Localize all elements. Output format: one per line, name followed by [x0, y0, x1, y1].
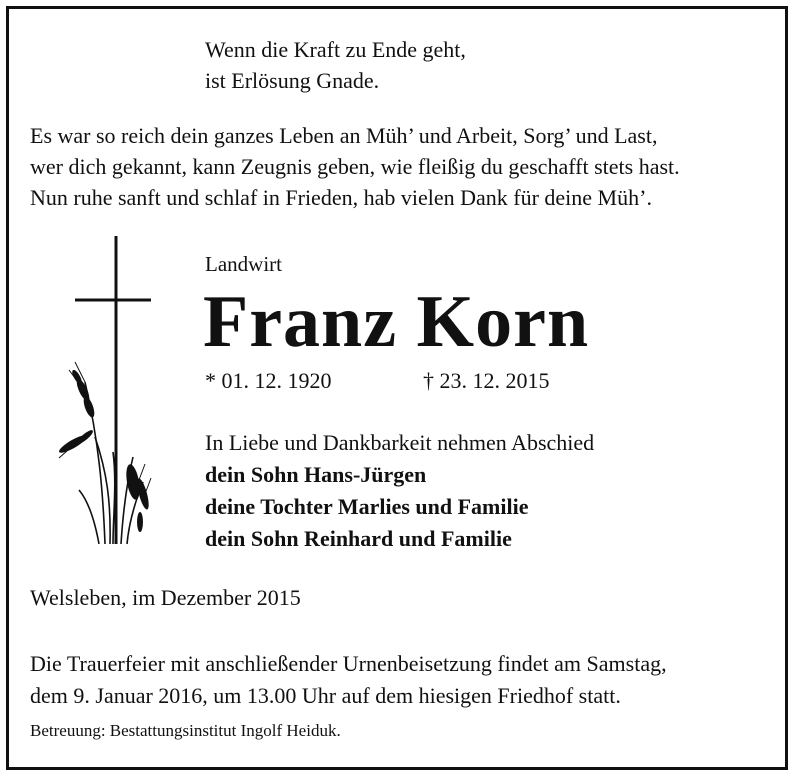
motto	[205, 34, 705, 96]
verse-line: Es war so reich dein ganzes Leben an Müh’ und Arbeit, Sorg’ und Last,	[30, 123, 658, 148]
ceremony-notice	[30, 648, 785, 712]
place-date: Welsleben, im Dezember 2015	[30, 585, 301, 610]
verse-line: wer dich gekannt, kann Zeugnis geben, wie fleißig du geschafft stets hast.	[30, 154, 680, 179]
motto-line: Wenn die Kraft zu Ende geht,	[205, 37, 466, 62]
death-date: † 23. 12. 2015	[423, 368, 550, 393]
deceased-name: Franz Korn	[203, 281, 590, 363]
mourners-list	[205, 459, 528, 555]
memorial-verse	[30, 120, 775, 213]
ceremony-line: dem 9. Januar 2016, um 13.00 Uhr auf dem hiesigen Friedhof statt.	[30, 683, 621, 708]
farewell-text: In Liebe und Dankbarkeit nehmen Abschied	[205, 430, 595, 455]
mourner: deine Tochter Marlies und Familie	[205, 494, 529, 519]
cross-with-wheat-icon	[55, 232, 165, 557]
mourner: dein Sohn Hans-Jürgen	[205, 462, 427, 487]
motto-line: ist Erlösung Gnade.	[205, 68, 380, 93]
birth-date: * 01. 12. 1920	[205, 368, 332, 393]
mourner: dein Sohn Reinhard und Familie	[205, 526, 512, 551]
profession: Landwirt	[205, 252, 282, 276]
verse-line: Nun ruhe sanft und schlaf in Frieden, hab vielen Dank für deine Müh’.	[30, 185, 652, 210]
undertaker-credit: Betreuung: Bestattungsinstitut Ingolf Heiduk.	[30, 721, 341, 740]
ceremony-line: Die Trauerfeier mit anschließender Urnenbeisetzung findet am Samstag,	[30, 651, 667, 676]
